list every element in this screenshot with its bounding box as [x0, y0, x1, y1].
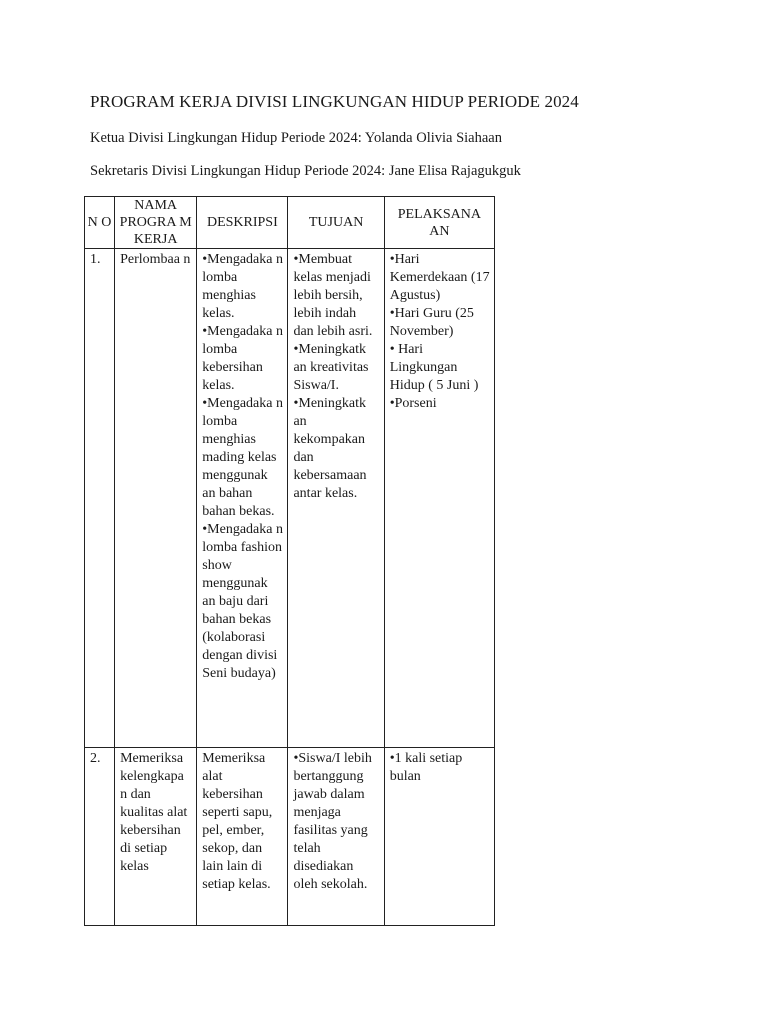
document-title: PROGRAM KERJA DIVISI LINGKUNGAN HIDUP PERIODE 2024 — [90, 92, 579, 111]
pelaksanaan-item: •Hari Kemerdekaan (17 Agustus) — [389, 252, 490, 303]
row-pelaksanaan — [384, 249, 494, 748]
row-deskripsi — [197, 748, 288, 926]
row-nama-program: Perlombaa n — [115, 249, 197, 748]
row-nama-program: Memeriksa kelengkapa n dan kualitas alat kebersihan di setiap kelas — [115, 748, 197, 926]
row-no: 1. — [85, 249, 115, 748]
row-tujuan — [288, 249, 384, 748]
header-pelaksanaan: PELAKSANA AN — [384, 197, 494, 249]
program-table — [84, 196, 495, 926]
deskripsi-item: •Mengadaka n lomba menghias mading kelas menggunak an bahan bahan bekas. — [202, 396, 283, 519]
ketua-line: Ketua Divisi Lingkungan Hidup Periode 2024: Yolanda Olivia Siahaan — [90, 130, 502, 146]
pelaksanaan-item: •1 kali setiap bulan — [389, 751, 463, 784]
deskripsi-item: •Mengadaka n lomba kebersihan kelas. — [202, 324, 283, 393]
deskripsi-item: Memeriksa alat kebersihan seperti sapu, pel, ember, sekop, dan lain lain di setiap kelas. — [202, 751, 273, 892]
header-tujuan: TUJUAN — [288, 197, 384, 249]
row-pelaksanaan — [384, 748, 494, 926]
tujuan-item: •Siswa/I lebih bertanggung jawab dalam menjaga fasilitas yang telah disediakan oleh sekolah. — [293, 751, 372, 892]
tujuan-item: •Meningkatk an kekompakan dan kebersamaan antar kelas. — [293, 396, 367, 501]
pelaksanaan-item: • Hari Lingkungan Hidup ( 5 Juni ) — [389, 342, 479, 393]
tujuan-item: •Meningkatk an kreativitas Siswa/I. — [293, 342, 369, 393]
row-no: 2. — [85, 748, 115, 926]
header-no: N O — [85, 197, 115, 249]
header-deskripsi: DESKRIPSI — [197, 197, 288, 249]
table-header-row — [85, 197, 495, 249]
pelaksanaan-item: •Hari Guru (25 November) — [389, 306, 474, 339]
tujuan-item: •Membuat kelas menjadi lebih bersih, lebih indah dan lebih asri. — [293, 252, 373, 339]
row-deskripsi — [197, 249, 288, 748]
deskripsi-item: •Mengadaka n lomba fashion show menggunak an baju dari bahan bekas (kolaborasi dengan divisi Seni budaya) — [202, 522, 283, 681]
table-row — [85, 748, 495, 926]
row-tujuan — [288, 748, 384, 926]
header-nama-program: NAMA PROGRA M KERJA — [115, 197, 197, 249]
deskripsi-item: •Mengadaka n lomba menghias kelas. — [202, 252, 283, 321]
table-row — [85, 249, 495, 748]
pelaksanaan-item: •Porseni — [389, 396, 437, 411]
sekretaris-line: Sekretaris Divisi Lingkungan Hidup Periode 2024: Jane Elisa Rajagukguk — [90, 163, 521, 179]
